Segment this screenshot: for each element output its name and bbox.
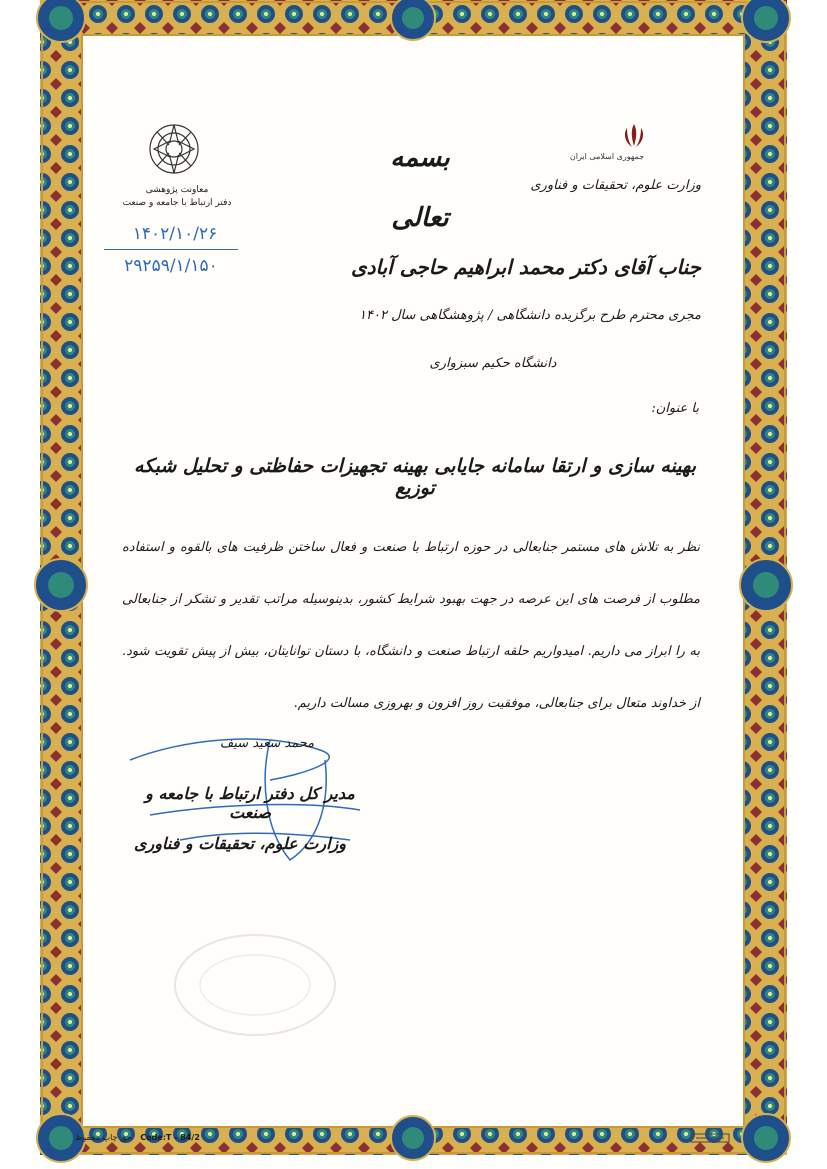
letter-body: نظر به تلاش های مستمر جنابعالی در حوزه ارتباط با صنعت و فعال ساختن ظرفیت های بالقوه و استفاده مطلوب از فرصت های این عرصه در جهت بهبود شرایط کشور، بدینوسیله مراتب تقدیر و تشکر از جنابعالی به را ابراز می داریم. امیدواریم حلقه ارتباط صنعت و دانشگاه، با دستان توانایتان، بیش از پیش تقویت شود. از خداوند متعال برای جنابعالی، موفقیت روز افزون و بهروزی مسالت داریم. bbox=[122, 540, 700, 711]
subject-label: با عنوان: bbox=[651, 401, 699, 416]
form-code: Code:T - 84/2 bbox=[140, 1133, 200, 1142]
recipient-name: جناب آقای دکتر محمد ابراهیم حاجی آبادی bbox=[350, 255, 701, 279]
printer-logo-icon bbox=[690, 1133, 730, 1143]
deputy-office-caption bbox=[122, 184, 232, 210]
signer-title-2: وزارت علوم، تحقیقات و فناوری bbox=[134, 834, 346, 853]
deputy-line-2: دفتر ارتباط با جامعه و صنعت bbox=[122, 198, 232, 208]
footer-code bbox=[75, 1133, 235, 1142]
deputy-line-1: معاونت پژوهشی bbox=[145, 185, 209, 195]
recipient-role: مجری محترم طرح برگزیده دانشگاهی / پژوهشگاهی سال ۱۴۰۲ bbox=[359, 308, 701, 323]
print-note: حق چاپ محفوظ bbox=[75, 1133, 132, 1142]
signer-name: محمد سعید سیف bbox=[219, 736, 315, 751]
date-divider bbox=[104, 249, 238, 250]
recipient-university: دانشگاه حکیم سبزواری bbox=[429, 356, 557, 371]
embossed-seal bbox=[170, 930, 340, 1040]
subject-title: بهینه سازی و ارتقا سامانه جایابی بهینه تجهیزات حفاظتی و تحلیل شبکه توزیع bbox=[133, 455, 697, 499]
letter-date: ۱۴۰۲/۱۰/۲۶ bbox=[132, 224, 218, 244]
bismillah-calligraphy: بسمه تعالی bbox=[390, 143, 450, 233]
ornamental-logo-icon bbox=[138, 118, 210, 180]
republic-caption: جمهوری اسلامی ایران bbox=[569, 152, 645, 161]
iran-emblem-icon bbox=[619, 122, 649, 150]
letter-number: ۲۹۲۵۹/۱/۱۵۰ bbox=[124, 256, 218, 276]
signer-title-1: مدیر کل دفتر ارتباط با جامعه و صنعت bbox=[145, 784, 355, 822]
ministry-header: وزارت علوم، تحقیقات و فناوری bbox=[530, 178, 701, 193]
